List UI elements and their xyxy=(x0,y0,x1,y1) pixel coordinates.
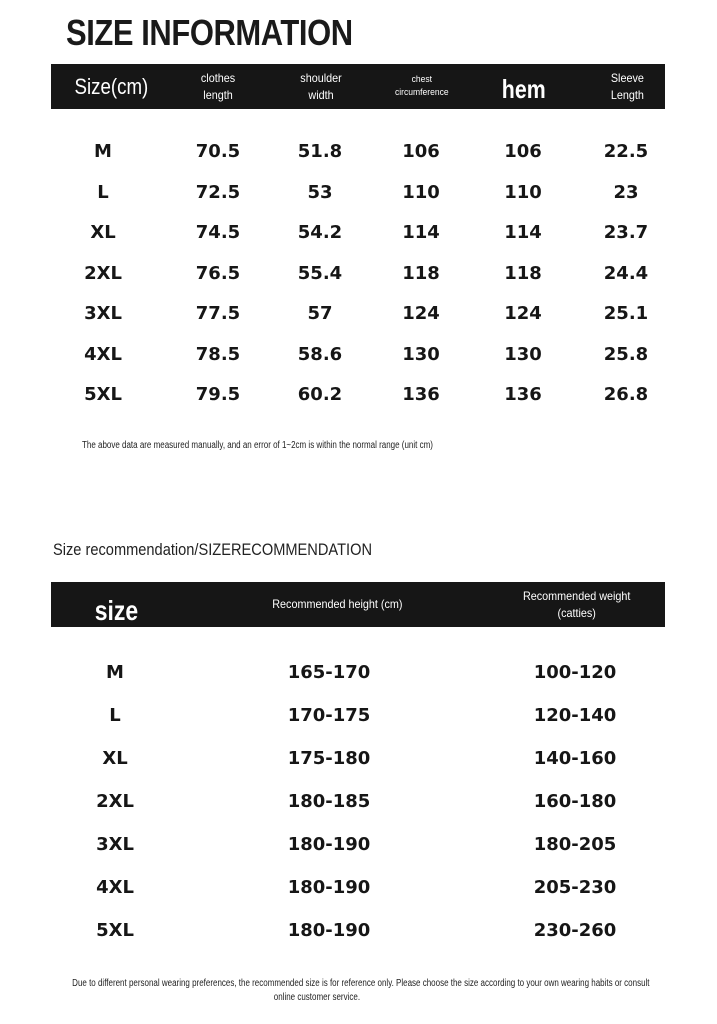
rec-cell-height: 170-175 xyxy=(287,704,371,726)
cell-shoulder-width: 60.2 xyxy=(297,383,343,405)
cell-sleeve: 23.7 xyxy=(603,221,649,243)
cell-shoulder-width: 53 xyxy=(307,181,333,203)
rec-cell-weight: 180-205 xyxy=(533,833,617,855)
cell-shoulder-width: 57 xyxy=(307,302,333,324)
header-clothes-length-label: clothes length xyxy=(200,71,236,102)
rec-cell-height: 180-190 xyxy=(287,919,371,941)
rec-cell-size: 2XL xyxy=(96,790,134,812)
table-row xyxy=(51,828,665,860)
rec-cell-height: 165-170 xyxy=(287,661,371,683)
cell-size: 4XL xyxy=(84,343,122,365)
rec-cell-height: 175-180 xyxy=(287,747,371,769)
table-row xyxy=(51,258,665,288)
cell-size: 3XL xyxy=(84,302,122,324)
rec-cell-size: M xyxy=(106,661,124,683)
rec-header-size-label: size xyxy=(94,594,138,626)
cell-hem: 118 xyxy=(504,262,542,284)
cell-sleeve: 23 xyxy=(613,181,639,203)
cell-clothes-length: 76.5 xyxy=(195,262,241,284)
recommendation-table-header xyxy=(51,582,665,627)
cell-hem: 114 xyxy=(504,221,542,243)
cell-hem: 130 xyxy=(504,343,542,365)
cell-size: L xyxy=(97,181,109,203)
header-shoulder-width xyxy=(271,64,371,109)
rec-cell-weight: 205-230 xyxy=(533,876,617,898)
cell-sleeve: 22.5 xyxy=(603,140,649,162)
table-row xyxy=(51,217,665,247)
header-hem-label: hem xyxy=(502,73,546,104)
table-row xyxy=(51,656,665,688)
cell-chest: 114 xyxy=(402,221,440,243)
recommendation-note-line1: Due to different personal wearing preferences, the recommended size is for reference only. Please choose the size according to your own wearing habits or consult xyxy=(72,978,650,989)
table-row xyxy=(51,298,665,328)
size-table-header xyxy=(51,64,665,109)
header-shoulder-width-label: shoulder width xyxy=(300,71,342,102)
rec-cell-height: 180-190 xyxy=(287,876,371,898)
rec-cell-height: 180-185 xyxy=(287,790,371,812)
rec-header-height xyxy=(227,582,447,627)
table-row xyxy=(51,742,665,774)
recommendation-note-line2: online customer service. xyxy=(273,991,361,1003)
rec-cell-weight: 140-160 xyxy=(533,747,617,769)
table-row xyxy=(51,914,665,946)
table-row xyxy=(51,136,665,166)
header-hem xyxy=(474,64,574,109)
cell-sleeve: 26.8 xyxy=(603,383,649,405)
cell-size: 5XL xyxy=(84,383,122,405)
rec-cell-weight: 230-260 xyxy=(533,919,617,941)
cell-clothes-length: 74.5 xyxy=(195,221,241,243)
rec-cell-height: 180-190 xyxy=(287,833,371,855)
recommendation-note xyxy=(0,977,650,1004)
cell-hem: 110 xyxy=(504,181,542,203)
rec-cell-size: 3XL xyxy=(96,833,134,855)
cell-sleeve: 25.1 xyxy=(603,302,649,324)
header-chest xyxy=(372,64,472,109)
cell-shoulder-width: 58.6 xyxy=(297,343,343,365)
header-size-label: Size(cm) xyxy=(74,73,148,99)
measurement-note: The above data are measured manually, and an error of 1~2cm is within the normal range (unit cm) xyxy=(82,440,433,451)
rec-cell-size: 4XL xyxy=(96,876,134,898)
rec-cell-size: XL xyxy=(102,747,128,769)
rec-cell-weight: 120-140 xyxy=(533,704,617,726)
rec-header-weight xyxy=(487,582,667,627)
cell-chest: 124 xyxy=(402,302,440,324)
table-row xyxy=(51,785,665,817)
rec-cell-size: L xyxy=(109,704,121,726)
cell-chest: 106 xyxy=(402,140,440,162)
table-row xyxy=(51,871,665,903)
cell-clothes-length: 77.5 xyxy=(195,302,241,324)
cell-shoulder-width: 55.4 xyxy=(297,262,343,284)
cell-size: 2XL xyxy=(84,262,122,284)
cell-hem: 124 xyxy=(504,302,542,324)
table-row xyxy=(51,177,665,207)
cell-clothes-length: 78.5 xyxy=(195,343,241,365)
rec-cell-weight: 160-180 xyxy=(533,790,617,812)
cell-shoulder-width: 54.2 xyxy=(297,221,343,243)
table-row xyxy=(51,379,665,409)
cell-chest: 118 xyxy=(402,262,440,284)
table-row xyxy=(51,339,665,369)
header-size xyxy=(61,64,161,109)
rec-cell-weight: 100-120 xyxy=(533,661,617,683)
cell-clothes-length: 79.5 xyxy=(195,383,241,405)
rec-header-size xyxy=(66,582,166,627)
recommendation-subtitle: Size recommendation/SIZERECOMMENDATION xyxy=(53,540,373,559)
cell-size: M xyxy=(94,140,112,162)
cell-chest: 110 xyxy=(402,181,440,203)
table-row xyxy=(51,699,665,731)
cell-clothes-length: 70.5 xyxy=(195,140,241,162)
header-sleeve xyxy=(577,64,677,109)
header-clothes-length xyxy=(168,64,268,109)
cell-sleeve: 25.8 xyxy=(603,343,649,365)
cell-clothes-length: 72.5 xyxy=(195,181,241,203)
cell-shoulder-width: 51.8 xyxy=(297,140,343,162)
header-sleeve-label: Sleeve Length xyxy=(610,71,644,102)
cell-chest: 136 xyxy=(402,383,440,405)
cell-size: XL xyxy=(90,221,116,243)
page-title: SIZE INFORMATION xyxy=(66,12,353,53)
cell-hem: 106 xyxy=(504,140,542,162)
rec-header-height-label: Recommended height (cm) xyxy=(271,597,403,612)
cell-chest: 130 xyxy=(402,343,440,365)
cell-sleeve: 24.4 xyxy=(603,262,649,284)
rec-cell-size: 5XL xyxy=(96,919,134,941)
header-chest-label: chest circumference xyxy=(395,73,449,98)
cell-hem: 136 xyxy=(504,383,542,405)
rec-header-weight-label: Recommended weight (catties) xyxy=(523,588,631,620)
